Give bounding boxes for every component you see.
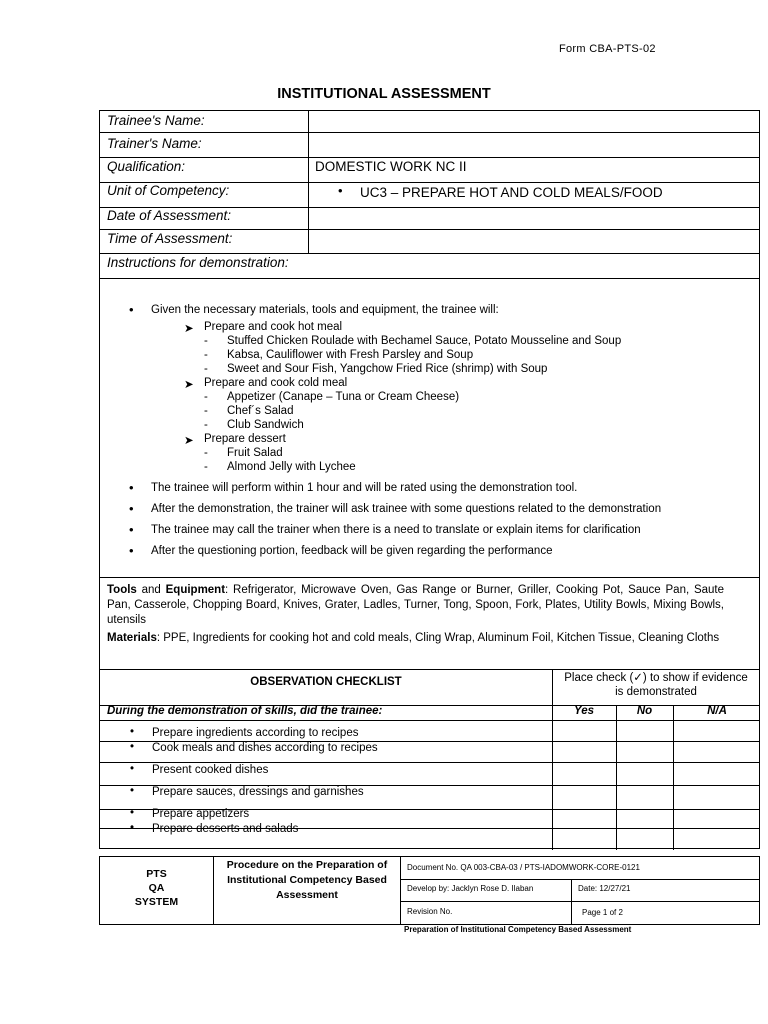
checklist-item: • Cook meals and dishes according to recipes [152, 742, 378, 754]
date-of-assessment-label: Date of Assessment: [107, 208, 232, 223]
checklist-item: • Present cooked dishes [152, 764, 268, 776]
developed-by: Develop by: Jacklyn Rose D. Ilaban [407, 884, 534, 893]
checklist-item: • Prepare appetizers [152, 808, 249, 820]
instruction-note: • After the questioning portion, feedback will be given regarding the performance [151, 545, 552, 557]
instruction-note: • The trainee may call the trainer when there is a need to translate or explain items for clarification [151, 524, 641, 536]
cold-meal-item: Club Sandwich [227, 419, 304, 431]
arrow-icon: ➤ [184, 379, 194, 391]
dessert-item: Almond Jelly with Lychee [227, 461, 356, 473]
checklist-item: • Prepare ingredients according to recipes [152, 727, 358, 739]
instruction-note: • After the demonstration, the trainer will ask trainee with some questions related to the demonstration [151, 503, 661, 515]
assessment-form: Trainee's Name: Trainer's Name: Qualification: DOMESTIC WORK NC II Unit of Competency: • UC3 – PREPARE HOT AND COLD MEALS/FOOD Date of Assessment: Time of Assessment: Instructions for demonstration: • Given the necessary materials, tools and equipment, the trainee will: ➤ Prepare and cook hot meal - Stuffed Chicken Roulade with Bechamel Sauce, Potato Mousseline and Soup - Kabsa, Cauliflower with Fresh Parsley and Soup - Sweet and Sour Fish, Yangchow Fried Rice (shrimp) with Soup ➤ Prepare and cook cold meal - Appetizer (Canape – Tuna or Cream Cheese) - Chef´s Salad - Club Sandwich ➤ Prepare dessert - Fruit Salad - Almond Jelly with Lychee • The trainee will perform within 1 hour and will be rated using the demonstration tool. • After the demonstration, the trainer will ask trainee with some questions related to the demonstration • The trainee may call the trainer when there is a need to translate or explain items for clarification • After the questioning portion, feedback will be given regarding the performance Tools and Equipment: Refrigerator, Microwave Oven, Gas Range or Burner, Griller, Cooking Pot, Sauce Pan, Saute Pan, Casserole, Chopping Board, Knives, Grater, Ladles, Turner, Tong, Spoon, Fork, Plates, Utility Bowls, Mixing Bowls, utensils Materials: PPE, Ingredients for cooking hot and cold meals, Cling Wrap, Aluminum Foil, Kitchen Tissue, Cleaning Cloths OBSERVATION CHECKLIST Place check (✓) to show if evidence is demonstrated During the demonstration of skills, did the trainee: Yes No N/A • Prepare ingredients according to recipes • Cook meals and dishes according to recipes • Present cooked dishes • Prepare sauces, dressings and garnishes • Prepare appetizers • Prepare desserts and salads [99, 110, 760, 849]
qa-system-label: PTS QA SYSTEM [134, 868, 179, 908]
place-check-instruction: Place check (✓) to show if evidence is demonstrated [564, 672, 748, 698]
dessert-item: Fruit Salad [227, 447, 283, 459]
qualification-label: Qualification: [107, 159, 186, 174]
arrow-icon: ➤ [184, 323, 194, 335]
procedure-title: Procedure on the Preparation of Institutional Competency Based Assessment [226, 859, 388, 901]
tools-and-equipment: Tools and Equipment: Refrigerator, Microwave Oven, Gas Range or Burner, Griller, Cooking Pot, Sauce Pan, Saute Pan, Casserole, Chopping Board, Knives, Grater, Ladles, Turner, Tong, Spoon, Fork, Plates, Utility Bowls, Mixing Bowls, utensils [107, 584, 725, 626]
checklist-question: During the demonstration of skills, did the trainee: [107, 705, 383, 717]
column-yes: Yes [573, 705, 595, 717]
unit-of-competency-value: • UC3 – PREPARE HOT AND COLD MEALS/FOOD [360, 185, 663, 200]
dessert-heading: Prepare dessert [204, 433, 286, 445]
time-of-assessment-label: Time of Assessment: [107, 231, 233, 246]
trainer-name-label: Trainer's Name: [107, 136, 202, 151]
arrow-icon: ➤ [184, 435, 194, 447]
trainee-name-label: Trainee's Name: [107, 113, 205, 128]
column-na: N/A [707, 705, 727, 717]
qualification-value: DOMESTIC WORK NC II [315, 159, 467, 174]
page-title: INSTITUTIONAL ASSESSMENT [277, 86, 491, 102]
observation-checklist-heading: OBSERVATION CHECKLIST [250, 676, 402, 688]
hot-meal-heading: Prepare and cook hot meal [204, 321, 343, 333]
column-no: No [636, 705, 653, 717]
unit-of-competency-label: Unit of Competency: [107, 183, 230, 198]
revision-number: Revision No. [407, 907, 453, 916]
instructions-label: Instructions for demonstration: [107, 255, 289, 270]
hot-meal-item: Kabsa, Cauliflower with Fresh Parsley and Soup [227, 349, 474, 361]
instruction-intro: • Given the necessary materials, tools and equipment, the trainee will: [151, 304, 499, 316]
hot-meal-item: Stuffed Chicken Roulade with Bechamel Sauce, Potato Mousseline and Soup [227, 335, 622, 347]
cold-meal-item: Appetizer (Canape – Tuna or Cream Cheese) [227, 391, 460, 403]
document-number: Document No. QA 003-CBA-03 / PTS-IADOMWORK-CORE-0121 [407, 863, 640, 872]
hot-meal-item: Sweet and Sour Fish, Yangchow Fried Rice (shrimp) with Soup [227, 363, 548, 375]
document-footer [99, 856, 760, 925]
form-number: Form CBA-PTS-02 [559, 43, 656, 55]
document-date: Date: 12/27/21 [578, 884, 631, 893]
footer-caption: Preparation of Institutional Competency Based Assessment [404, 925, 632, 934]
checklist-item: • Prepare sauces, dressings and garnishes [152, 786, 364, 798]
materials: Materials: PPE, Ingredients for cooking hot and cold meals, Cling Wrap, Aluminum Foil, Kitchen Tissue, Cleaning Cloths [107, 632, 720, 644]
page-number: Page 1 of 2 [582, 908, 623, 917]
checklist-item: • Prepare desserts and salads [152, 823, 298, 835]
cold-meal-heading: Prepare and cook cold meal [204, 377, 348, 389]
instruction-note: • The trainee will perform within 1 hour and will be rated using the demonstration tool. [151, 482, 577, 494]
cold-meal-item: Chef´s Salad [227, 405, 294, 417]
